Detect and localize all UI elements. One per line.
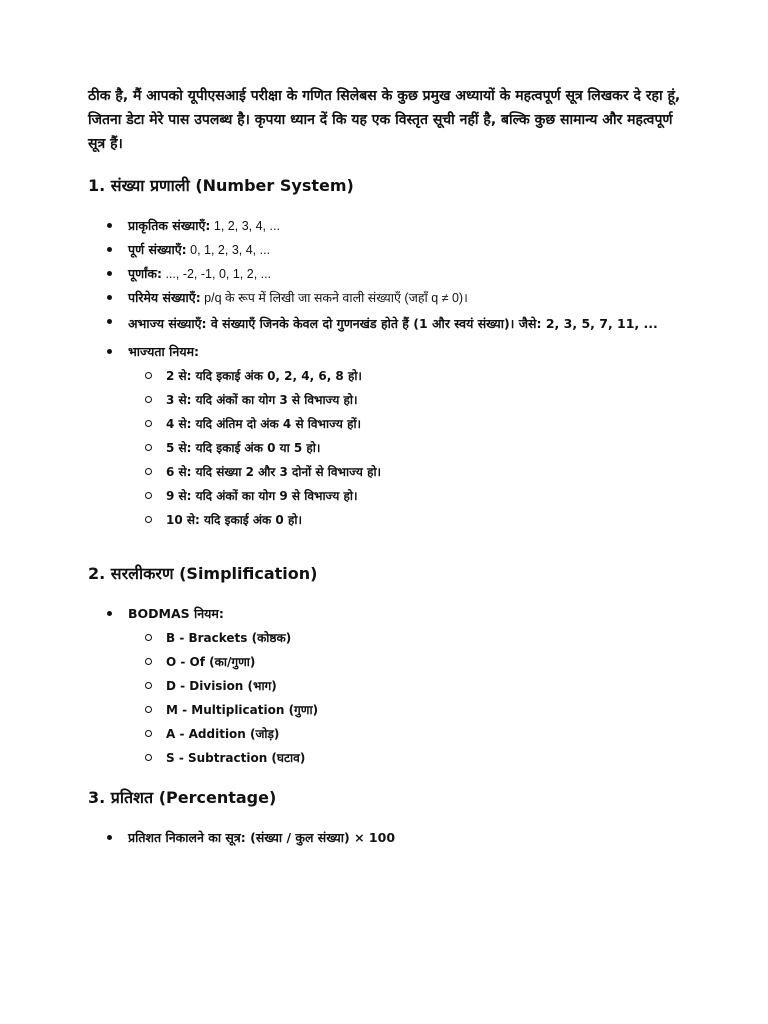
number-system-list xyxy=(88,214,688,532)
intro-paragraph: ठीक है, मैं आपको यूपीएसआई परीक्षा के गणित सिलेबस के कुछ प्रमुख अध्यायों के महत्वपूर्ण सूत्र लिखकर दे रहा हूं, जितना डेटा मेरे पास उपलब्ध है। कृपया ध्यान दें कि यह एक विस्तृत सूची नहीं है, बल्कि कुछ सामान्य और महत्वपूर्ण सूत्र हैं। xyxy=(88,88,681,152)
list-item: प्रतिशत निकालने का सूत्र: (संख्या / कुल संख्या) × 100 xyxy=(88,826,688,850)
list-item: 9 से: यदि अंकों का योग 9 से विभाज्य हो। xyxy=(128,484,688,508)
section-heading-percentage: 3. प्रतिशत (Percentage) xyxy=(88,788,277,807)
bodmas-list xyxy=(128,626,688,770)
list-item: प्राकृतिक संख्याएँ: 1, 2, 3, 4, ... xyxy=(88,214,688,238)
list-item: D - Division (भाग) xyxy=(128,674,688,698)
divisibility-rules-list xyxy=(128,364,688,532)
section-heading-number-system: 1. संख्या प्रणाली (Number System) xyxy=(88,176,354,195)
list-item: 6 से: यदि संख्या 2 और 3 दोनों से विभाज्य हो। xyxy=(128,460,688,484)
list-item: 2 से: यदि इकाई अंक 0, 2, 4, 6, 8 हो। xyxy=(128,364,688,388)
list-item: A - Addition (जोड़) xyxy=(128,722,688,746)
list-item: 10 से: यदि इकाई अंक 0 हो। xyxy=(128,508,688,532)
percentage-list xyxy=(88,826,688,850)
list-item: B - Brackets (कोष्ठक) xyxy=(128,626,688,650)
simplification-list xyxy=(88,602,688,770)
list-item: 4 से: यदि अंतिम दो अंक 4 से विभाज्य हों। xyxy=(128,412,688,436)
list-item: भाज्यता नियम: 2 से: यदि इकाई अंक 0, 2, 4, 6, 8 हो। 3 से: यदि अंकों का योग 3 से विभाज्य हो। 4 से: यदि अंतिम दो अंक 4 से विभाज्य हों। 5 से: यदि इकाई अंक 0 या 5 हो। 6 से: यदि संख्या 2 और 3 दोनों से विभाज्य हो। 9 से: यदि अंकों का योग 9 से विभाज्य हो। 10 से: यदि इकाई अंक 0 हो। xyxy=(88,340,688,532)
list-item: M - Multiplication (गुणा) xyxy=(128,698,688,722)
list-item: 5 से: यदि इकाई अंक 0 या 5 हो। xyxy=(128,436,688,460)
list-item: परिमेय संख्याएँ: p/q के रूप में लिखी जा सकने वाली संख्याएँ (जहाँ q ≠ 0)। xyxy=(88,286,688,310)
list-item: अभाज्य संख्याएँ: वे संख्याएँ जिनके केवल दो गुणनखंड होते हैं (1 और स्वयं संख्या)। जैसे: 2, 3, 5, 7, 11, ... xyxy=(88,310,688,336)
list-item: O - Of (का/गुणा) xyxy=(128,650,688,674)
list-item: पूर्ण संख्याएँ: 0, 1, 2, 3, 4, ... xyxy=(88,238,688,262)
list-item: 3 से: यदि अंकों का योग 3 से विभाज्य हो। xyxy=(128,388,688,412)
list-item: पूर्णांक: ..., -2, -1, 0, 1, 2, ... xyxy=(88,262,688,286)
list-item: S - Subtraction (घटाव) xyxy=(128,746,688,770)
section-heading-simplification: 2. सरलीकरण (Simplification) xyxy=(88,564,318,583)
document-body xyxy=(88,84,688,156)
list-item: BODMAS नियम: B - Brackets (कोष्ठक) O - Of (का/गुणा) D - Division (भाग) M - Multiplication (गुणा) A - Addition (जोड़) S - Subtraction (घटाव) xyxy=(88,602,688,770)
